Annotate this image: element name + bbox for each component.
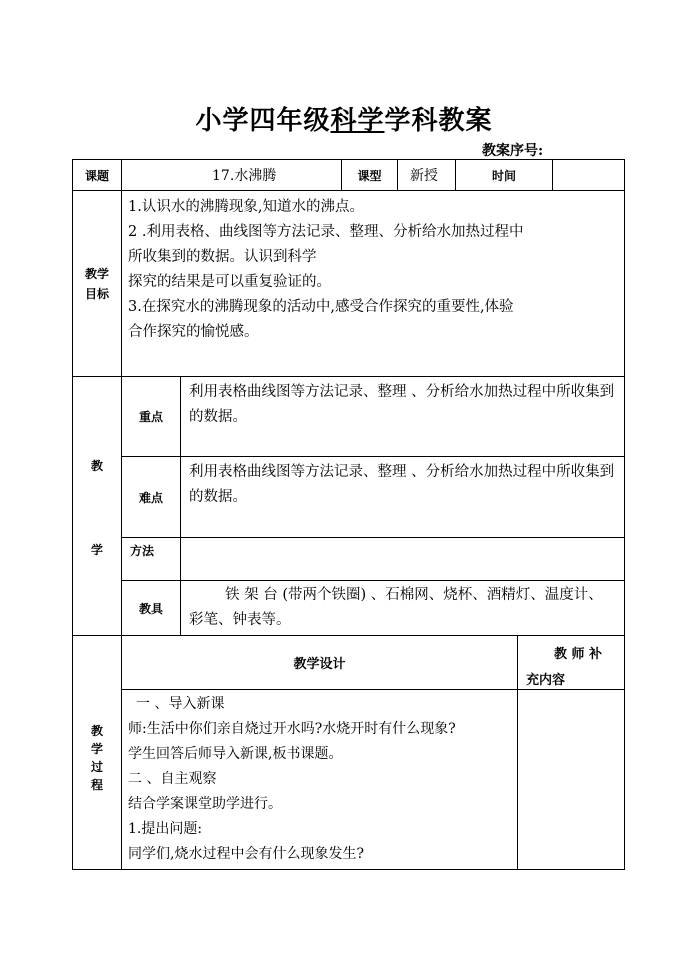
supplement-label-2: 充内容 (526, 673, 566, 688)
goal-line: 3.在探究水的沸腾现象的活动中,感受合作探究的重要性,体验 (128, 299, 514, 315)
time-label: 时间 (456, 160, 553, 191)
difficulty-text: 利用表格曲线图等方法记录、整理 、分析给水加热过程中所收集到的数据。 (181, 457, 625, 538)
key-point-text: 利用表格曲线图等方法记录、整理 、分析给水加热过程中所收集到的数据。 (181, 377, 625, 457)
type-value-cell (398, 160, 456, 191)
serial-label: 教案序号: (482, 143, 544, 159)
process-label: 教学过程 (90, 724, 103, 792)
difficulty-label: 难点 (122, 457, 181, 538)
document-title (0, 100, 688, 137)
title-prefix: 小学四年级 (195, 106, 331, 136)
goals-content (122, 191, 625, 377)
process-line: 二 、自主观察 (128, 771, 217, 787)
goal-line: 探究的结果是可以重复验证的。 (128, 274, 331, 290)
process-line: 1.提出问题: (128, 821, 203, 837)
method-label: 方法 (122, 538, 181, 581)
type-value: 新授 (410, 168, 438, 184)
teaching-label-cell (73, 377, 122, 636)
key-point-label: 重点 (122, 377, 181, 457)
design-label: 教学设计 (122, 636, 518, 690)
process-line: 结合学案课堂助学进行。 (128, 796, 282, 812)
process-label-cell (73, 636, 122, 870)
type-label: 课型 (342, 160, 398, 191)
process-content (122, 690, 518, 870)
goals-label: 教学目标 (84, 266, 109, 301)
topic-label: 课题 (73, 160, 122, 191)
time-value (553, 160, 625, 191)
teaching-label-top: 教 (90, 459, 103, 473)
goal-line: 2 .利用表格、曲线图等方法记录、整理、分析给水加热过程中 (128, 224, 524, 240)
tools-text: 铁 架 台 (带两个铁圈) 、石棉网、烧杯、酒精灯、温度计、彩笔、钟表等。 (181, 581, 625, 636)
lesson-table (72, 159, 625, 870)
title-suffix: 学科教案 (384, 106, 493, 136)
supplement-label-1: 教 师 补 (554, 647, 603, 662)
process-line: 同学们,烧水过程中会有什么现象发生? (128, 846, 364, 862)
process-line: 师:生活中你们亲自烧过开水吗?水烧开时有什么现象? (128, 721, 456, 737)
goal-line: 所收集到的数据。认识到科学 (128, 249, 317, 265)
tools-label: 教具 (122, 581, 181, 636)
supplement-content (518, 690, 625, 870)
goal-line: 合作探究的愉悦感。 (128, 324, 259, 340)
topic-value: 17.水沸腾 (212, 168, 277, 184)
supplement-header (518, 636, 625, 690)
teaching-label-bottom: 学 (90, 543, 103, 557)
goal-line: 1.认识水的沸腾现象,知道水的沸点。 (128, 199, 364, 215)
title-subject: 科学 (330, 106, 385, 136)
process-line: 学生回答后师导入新课,板书课题。 (128, 746, 343, 762)
goals-label-cell (73, 191, 122, 377)
process-line: 一 、导入新课 (136, 696, 225, 712)
method-text (181, 538, 625, 581)
topic-value-cell (122, 160, 342, 191)
